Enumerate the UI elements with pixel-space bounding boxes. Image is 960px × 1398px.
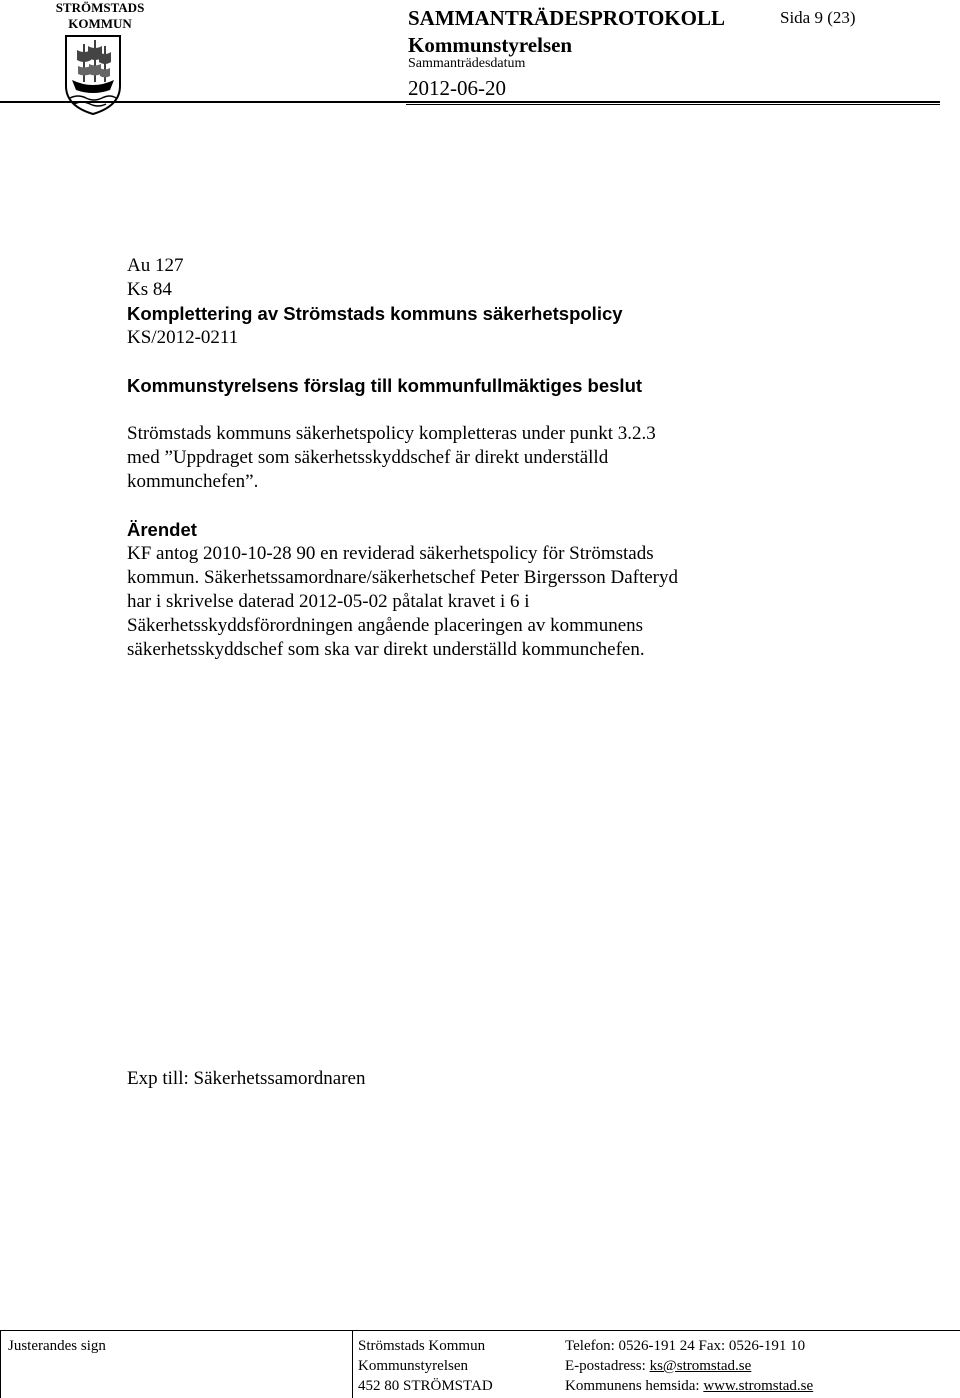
footer-email-label: E-postadress: <box>565 1358 650 1374</box>
matter-heading: Ärendet <box>127 519 197 540</box>
justerandes-sign: Justerandes sign <box>8 1338 106 1354</box>
footer-phone-fax: Telefon: 0526-191 24 Fax: 0526-191 10 <box>565 1338 806 1354</box>
footer-web-link[interactable]: www.stromstad.se <box>703 1378 814 1394</box>
proposal-line: kommunchefen”. <box>127 471 259 492</box>
proposal-line: med ”Uppdraget som säkerhetsskyddschef är direkt underställd <box>127 447 609 468</box>
footer-address <box>358 1336 493 1396</box>
footer-column-divider <box>352 1330 353 1398</box>
header-divider-secondary <box>406 104 940 105</box>
au-paragraph: Au 127 <box>127 255 184 276</box>
document-type: SAMMANTRÄDESPROTOKOLL <box>408 6 725 30</box>
footer-web-label: Kommunens hemsida: <box>565 1378 704 1394</box>
matter-line: kommun. Säkerhetssamordnare/säkerhetschef Peter Birgersson Dafteryd <box>127 567 679 588</box>
footer-address-line: 452 80 STRÖMSTAD <box>358 1378 493 1394</box>
municipality-name <box>48 0 152 32</box>
matter-line: har i skrivelse daterad 2012-05-02 påtalat kravet i 6 i <box>127 591 530 612</box>
footer-email-link[interactable]: ks@stromstad.se <box>649 1358 752 1374</box>
matter-line: KF antog 2010-10-28 90 en reviderad säkerhetspolicy för Strömstads <box>127 543 654 564</box>
matter-line: säkerhetsskyddschef som ska var direkt underställd kommunchefen. <box>127 639 645 660</box>
page-number: Sida 9 (23) <box>780 8 856 27</box>
meeting-date: 2012-06-20 <box>408 76 506 100</box>
meeting-date-label: Sammanträdesdatum <box>408 56 526 71</box>
header-divider <box>0 101 940 103</box>
footer-column-divider <box>0 1330 1 1398</box>
footer-web-row <box>565 1376 813 1396</box>
organization-name: Kommunstyrelsen <box>408 33 573 57</box>
footer-divider <box>0 1330 960 1331</box>
distribution-note: Exp till: Säkerhetssamordnaren <box>127 1068 366 1089</box>
ship-crest-icon <box>64 34 122 116</box>
proposal-heading: Kommunstyrelsens förslag till kommunfullmäktiges beslut <box>127 375 643 396</box>
footer-address-line: Strömstads Kommun <box>358 1338 486 1354</box>
municipality-name-line2: KOMMUN <box>68 16 132 31</box>
ks-paragraph: Ks 84 <box>127 279 172 300</box>
case-number: KS/2012-0211 <box>127 327 239 348</box>
matter-title: Komplettering av Strömstads kommuns säkerhetspolicy <box>127 303 623 324</box>
matter-line: Säkerhetsskyddsförordningen angående placeringen av kommunens <box>127 615 644 636</box>
footer-email-row <box>565 1356 813 1376</box>
footer-address-line: Kommunstyrelsen <box>358 1358 468 1374</box>
proposal-line: Strömstads kommuns säkerhetspolicy kompletteras under punkt 3.2.3 <box>127 423 656 444</box>
document-body <box>127 254 827 662</box>
footer-contact <box>565 1336 813 1396</box>
municipality-name-line1: STRÖMSTADS <box>55 0 145 15</box>
